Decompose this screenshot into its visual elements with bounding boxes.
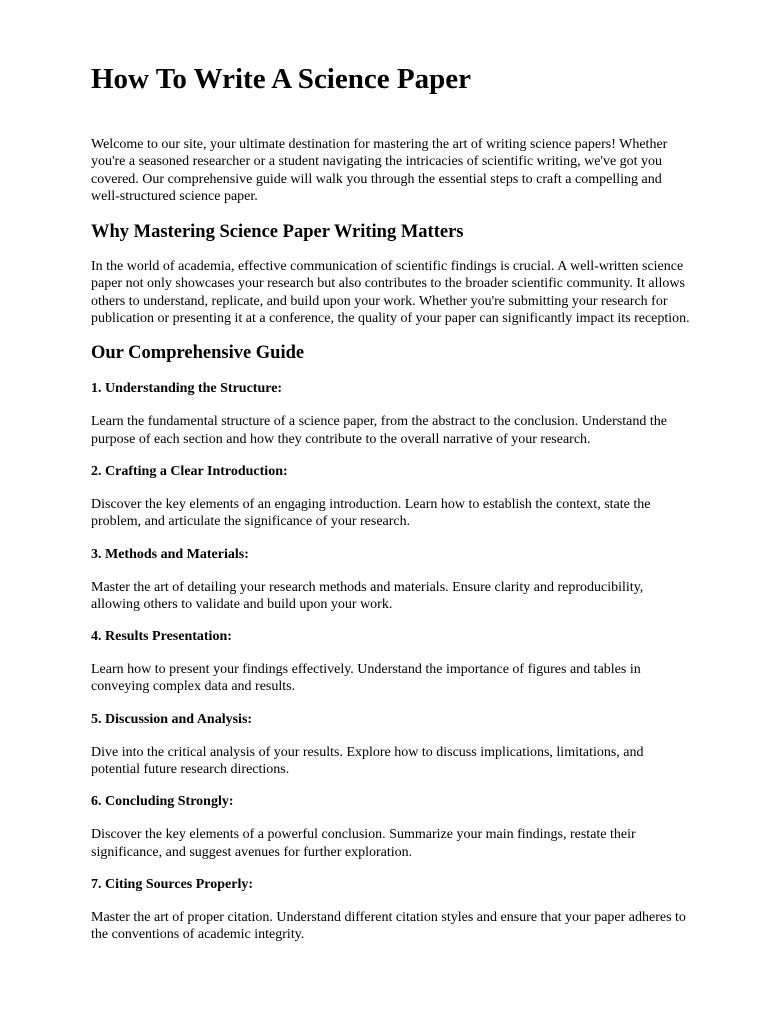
page-title: How To Write A Science Paper <box>91 63 471 95</box>
guide-section-1 <box>91 379 691 448</box>
guide-heading: Our Comprehensive Guide <box>91 343 305 364</box>
why-heading: Why Mastering Science Paper Writing Matters <box>91 222 464 243</box>
section-body: Dive into the critical analysis of your results. Explore how to discuss implications, limitations, and potential future research directions. <box>91 744 644 778</box>
section-body: Master the art of proper citation. Understand different citation styles and ensure that your paper adheres to the conventions of academic integrity. <box>91 909 686 943</box>
guide-section-5 <box>91 710 691 779</box>
section-title: 2. Crafting a Clear Introduction: <box>91 463 288 479</box>
document-page <box>91 56 691 958</box>
section-body: Learn how to present your findings effectively. Understand the importance of figures and tables in conveying complex data and results. <box>91 662 641 695</box>
guide-section-2 <box>91 462 691 531</box>
section-title: 3. Methods and Materials: <box>91 546 249 562</box>
guide-section-3 <box>91 545 691 614</box>
section-body: Learn the fundamental structure of a science paper, from the abstract to the conclusion. Understand the purpose of each section and how they contribute to the overall narrative of your research. <box>91 414 667 447</box>
section-title: 6. Concluding Strongly: <box>91 794 234 810</box>
section-title: 5. Discussion and Analysis: <box>91 711 253 727</box>
section-body: Discover the key elements of an engaging introduction. Learn how to establish the context, state the problem, and articulate the significance of your research. <box>91 496 651 530</box>
section-body: Discover the key elements of a powerful conclusion. Summarize your main findings, restate their significance, and suggest avenues for further exploration. <box>91 827 636 860</box>
section-title: 4. Results Presentation: <box>91 629 232 645</box>
section-body: Master the art of detailing your research methods and materials. Ensure clarity and reproducibility, allowing others to validate and build upon your work. <box>91 579 644 612</box>
why-paragraph: In the world of academia, effective communication of scientific findings is crucial. A well-written science paper not only showcases your research but also contributes to the broader scientific community. It allows others to understand, replicate, and build upon your work. Whether you're submitting your research for publication or presenting it at a conference, the quality of your paper can significantly impact its reception. <box>91 259 690 327</box>
intro-paragraph: Welcome to our site, your ultimate destination for mastering the art of writing science papers! Whether you're a seasoned researcher or a student navigating the intricacies of scientific writing, we've got you covered. Our comprehensive guide will walk you through the essential steps to craft a compelling and well-structured science paper. <box>91 137 668 204</box>
guide-section-6 <box>91 792 691 861</box>
section-title: 7. Citing Sources Properly: <box>91 876 254 892</box>
section-title: 1. Understanding the Structure: <box>91 381 283 397</box>
guide-section-4 <box>91 627 691 696</box>
guide-section-7 <box>91 875 691 944</box>
